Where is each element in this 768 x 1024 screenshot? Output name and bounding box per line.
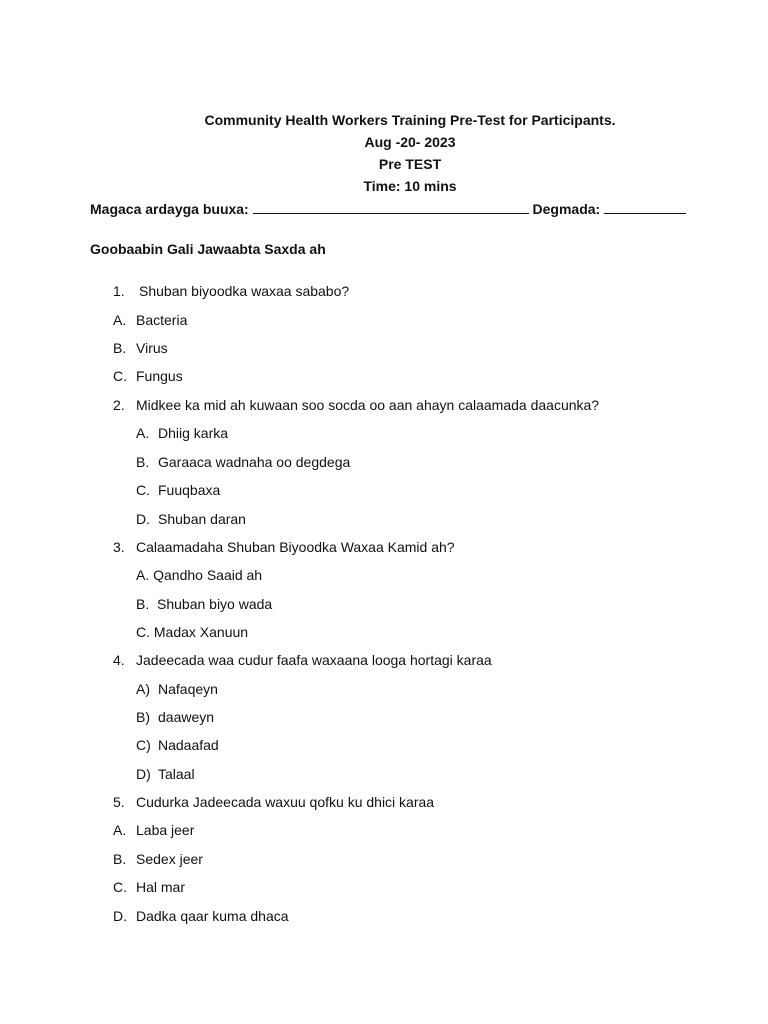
option-marker: B.	[113, 851, 127, 867]
answer-option[interactable]: Garaaca wadnaha oo degdega	[158, 454, 351, 470]
question-number: 2.	[113, 397, 125, 413]
option-marker: B.	[136, 454, 150, 470]
question-number: 4.	[113, 652, 125, 668]
district-field-blank[interactable]	[604, 200, 686, 214]
question-text: Cudurka Jadeecada waxuu qofku ku dhici karaa	[136, 794, 435, 810]
test-date: Aug -20- 2023	[364, 134, 456, 150]
option-marker: A.	[113, 822, 127, 838]
question-number: 1.	[113, 283, 125, 299]
answer-option[interactable]: Nadaafad	[158, 737, 219, 753]
answer-option[interactable]: Shuban daran	[158, 511, 246, 527]
answer-option[interactable]: Virus	[136, 340, 168, 356]
name-field-row	[90, 200, 686, 217]
document-title: Community Health Workers Training Pre-Test for Participants.	[204, 112, 616, 128]
option-marker: A.	[136, 425, 150, 441]
question-text: Jadeecada waa cudur faafa waxaana looga hortagi karaa	[136, 652, 492, 668]
answer-option[interactable]: Laba jeer	[136, 822, 195, 838]
answer-option[interactable]: daaweyn	[158, 709, 215, 725]
option-marker: B)	[136, 709, 150, 725]
option-marker: C.	[113, 368, 127, 384]
answer-option[interactable]: Bacteria	[136, 312, 188, 328]
option-marker: B.	[113, 340, 127, 356]
answer-option[interactable]: Talaal	[158, 766, 195, 782]
question-number: 5.	[113, 794, 125, 810]
option-marker: D.	[136, 511, 150, 527]
answer-option[interactable]: Fungus	[136, 368, 183, 384]
option-marker: D.	[113, 908, 127, 924]
question-number: 3.	[113, 539, 125, 555]
answer-option[interactable]: Nafaqeyn	[158, 681, 218, 697]
option-marker: A.	[113, 312, 127, 328]
test-type: Pre TEST	[378, 156, 442, 172]
question-text: Shuban biyoodka waxaa sababo?	[139, 283, 350, 299]
answer-option[interactable]: Fuuqbaxa	[158, 482, 221, 498]
question-text: Calaamadaha Shuban Biyoodka Waxaa Kamid ah?	[136, 539, 455, 555]
answer-option[interactable]: Sedex jeer	[136, 851, 203, 867]
option-marker: C.	[136, 482, 150, 498]
option-marker: C)	[136, 737, 151, 753]
option-marker: C.	[113, 879, 127, 895]
option-marker: D)	[136, 766, 151, 782]
name-field-blank[interactable]	[253, 200, 529, 214]
test-duration: Time: 10 mins	[363, 178, 457, 194]
answer-option[interactable]: Dadka qaar kuma dhaca	[136, 908, 289, 924]
answer-option[interactable]: Hal mar	[136, 879, 186, 895]
answer-option[interactable]: C. Madax Xanuun	[136, 624, 249, 640]
name-field-label: Magaca ardayga buuxa:	[90, 201, 249, 217]
answer-option[interactable]: B. Shuban biyo wada	[136, 596, 273, 612]
district-field-label: Degmada:	[532, 201, 601, 217]
question-text: Midkee ka mid ah kuwaan soo socda oo aan ahayn calaamada daacunka?	[136, 397, 600, 413]
section-heading: Goobaabin Gali Jawaabta Saxda ah	[90, 241, 326, 257]
answer-option[interactable]: Dhiig karka	[158, 425, 229, 441]
answer-option[interactable]: A. Qandho Saaid ah	[136, 567, 263, 583]
option-marker: A)	[136, 681, 150, 697]
